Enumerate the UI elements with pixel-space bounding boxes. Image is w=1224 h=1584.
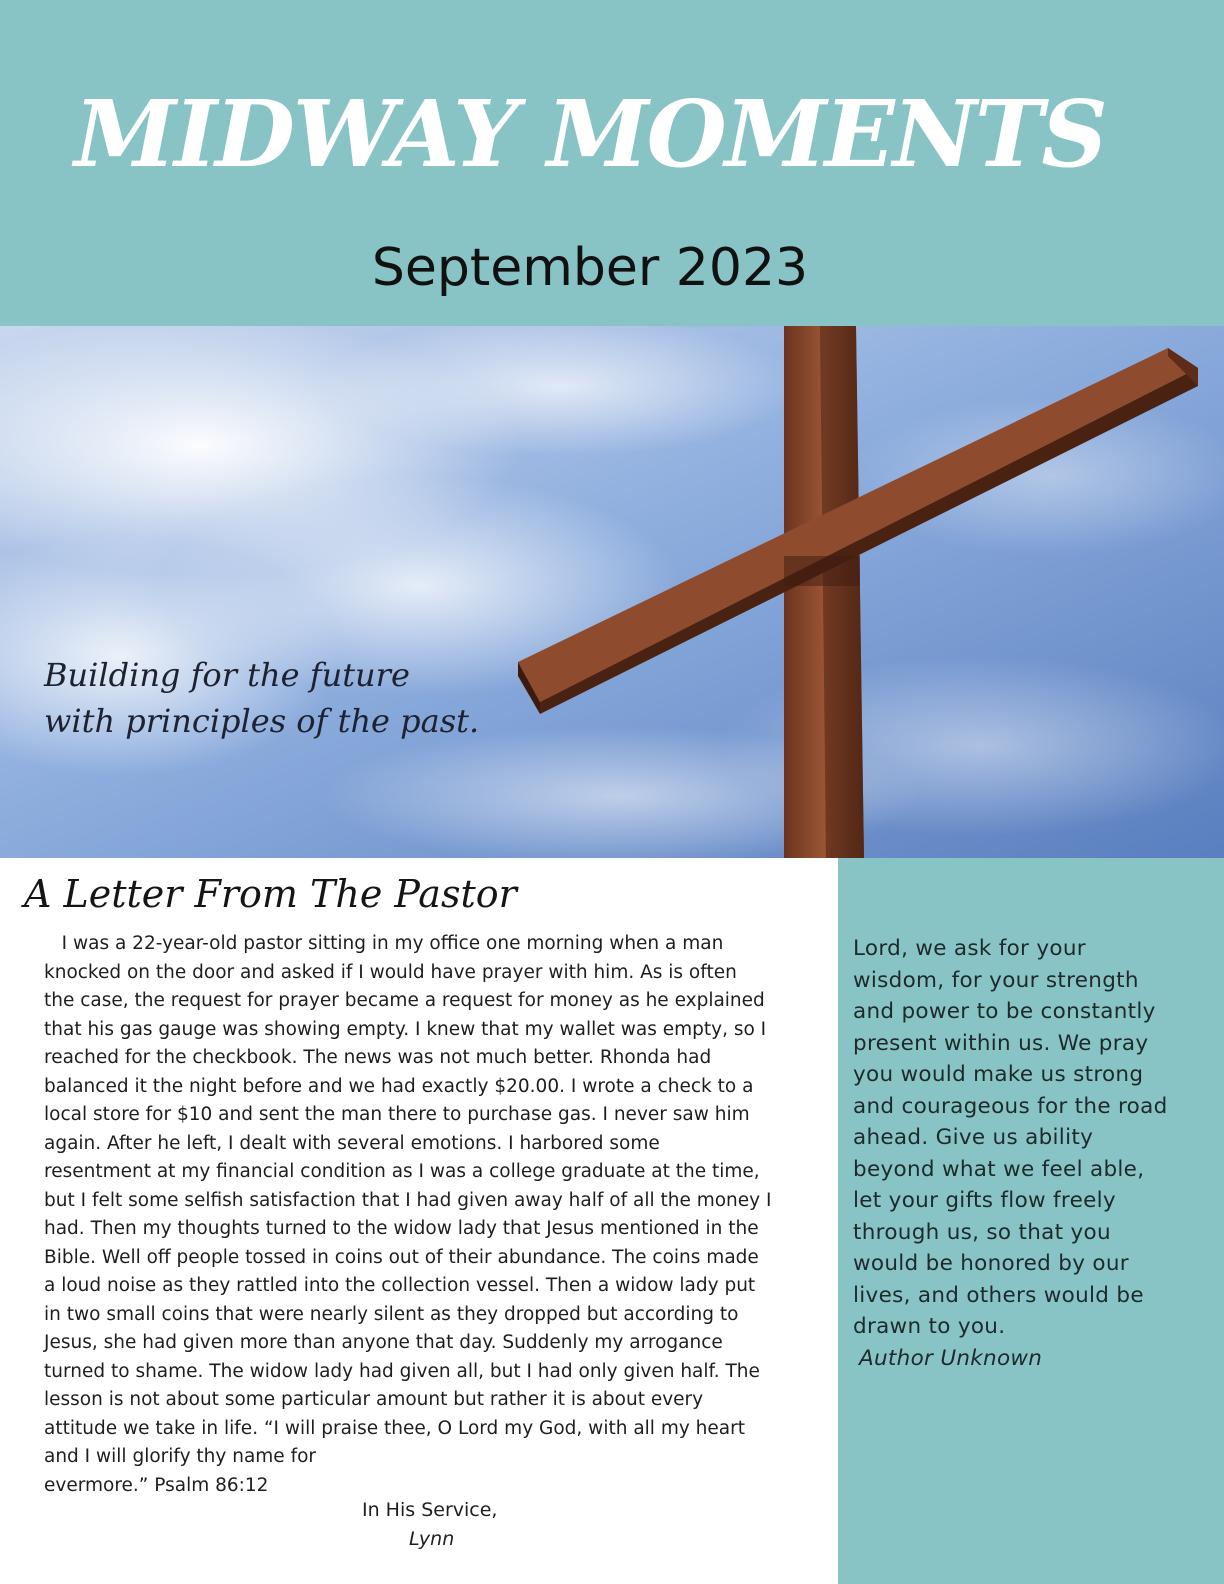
- letter-body: [44, 930, 834, 1500]
- letter-line: turned to shame. The widow lady had given all, but I had only given half. The: [44, 1360, 760, 1382]
- tagline: [44, 652, 479, 744]
- prayer-line: present within us. We pray: [853, 1030, 1149, 1056]
- letter-line: a loud noise as they rattled into the collection vessel. Then a widow lady put: [44, 1275, 756, 1296]
- prayer-line: Lord, we ask for your: [853, 936, 1086, 961]
- prayer-line: wisdom, for your strength: [853, 967, 1139, 993]
- letter-line: local store for $10 and sent the man there to purchase gas. I never saw him: [44, 1104, 750, 1125]
- letter-line: Jesus, she had given more than anyone that day. Suddenly my arrogance: [44, 1332, 723, 1353]
- letter-line: evermore.” Psalm 86:12: [44, 1474, 269, 1496]
- letter-line: had. Then my thoughts turned to the widow lady that Jesus mentioned in the: [44, 1218, 759, 1239]
- letter-line: the case, the request for prayer became a request for money as he explained: [44, 990, 765, 1011]
- letter-line: and I will glorify thy name for: [44, 1446, 317, 1467]
- letter-line: that his gas gauge was showing empty. I knew that my wallet was empty, so I: [44, 1018, 767, 1040]
- prayer-line: would be honored by our: [853, 1251, 1129, 1276]
- letter-line: lesson is not about some particular amount but rather it is about every: [44, 1389, 704, 1410]
- prayer-line: you would make us strong: [853, 1062, 1144, 1087]
- letter-line: balanced it the night before and we had exactly $20.00. I wrote a check to a: [44, 1075, 754, 1097]
- letter-line: again. After he left, I dealt with several emotions. I harbored some: [44, 1132, 660, 1154]
- letter-line: attitude we take in life. “I will praise thee, O Lord my God, with all my heart: [44, 1417, 745, 1439]
- prayer-line: and courageous for the road: [853, 1093, 1168, 1119]
- letter-line: but I felt some selfish satisfaction that I had given away half of all the money I: [44, 1189, 772, 1211]
- prayer-author: Author Unknown: [859, 1345, 1043, 1371]
- issue-date: September 2023: [371, 238, 809, 298]
- prayer-line: ahead. Give us ability: [853, 1125, 1094, 1150]
- masthead-title: MIDWAY MOMENTS: [74, 80, 1106, 188]
- cross-sky-illustration: [0, 326, 1224, 858]
- prayer-line: and power to be constantly: [853, 999, 1156, 1024]
- prayer-line: drawn to you.: [853, 1314, 1006, 1339]
- letter-line: resentment at my financial condition as I was a college graduate at the time,: [44, 1161, 760, 1182]
- hero-image: [0, 326, 1224, 858]
- letter-line: I was a 22-year-old pastor sitting in my office one morning when a man: [44, 933, 724, 954]
- letter-line: in two small coins that were nearly silent as they dropped but according to: [44, 1303, 739, 1325]
- prayer-line: through us, so that you: [853, 1219, 1111, 1245]
- tagline-line: with principles of the past.: [44, 702, 480, 740]
- letter-title: A Letter From The Pastor: [24, 872, 517, 916]
- letter-line: Bible. Well off people tossed in coins out of their abundance. The coins made: [44, 1246, 759, 1268]
- letter-signature: Lynn: [409, 1528, 455, 1550]
- letter-line: reached for the checkbook. The news was not much better. Rhonda had: [44, 1047, 712, 1068]
- tagline-line: Building for the future: [44, 656, 410, 694]
- prayer-line: let your gifts flow freely: [853, 1188, 1116, 1213]
- letter-line: knocked on the door and asked if I would have prayer with him. As is often: [44, 961, 737, 983]
- prayer-text: [853, 933, 1198, 1374]
- prayer-line: beyond what we feel able,: [853, 1156, 1145, 1182]
- prayer-line: lives, and others would be: [853, 1282, 1144, 1308]
- letter-closing: In His Service,: [362, 1499, 498, 1521]
